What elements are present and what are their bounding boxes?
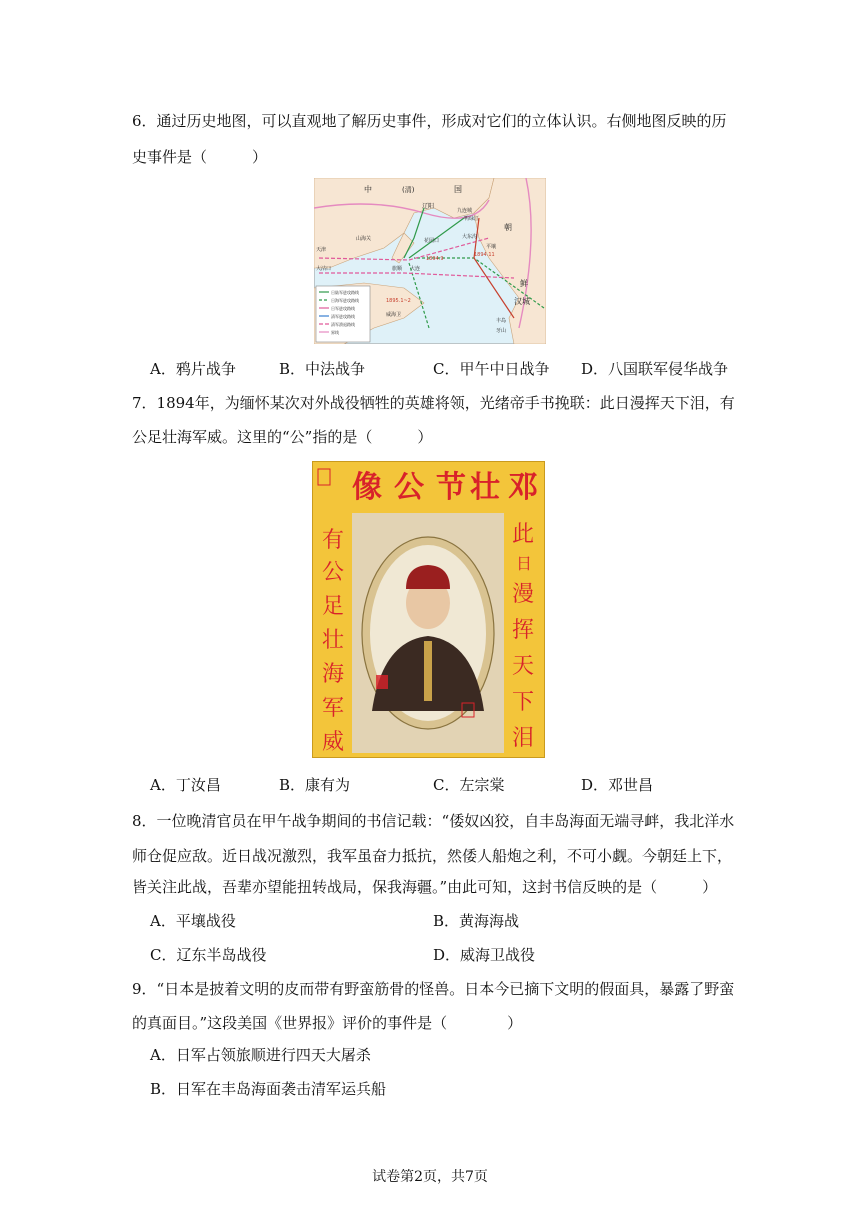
q6-option-d[interactable]: D．八国联军侵华战争: [581, 360, 729, 378]
svg-text:1894.9: 1894.9: [426, 256, 444, 262]
war-map-figure: [314, 178, 546, 344]
q7-option-b[interactable]: B．康有为: [279, 776, 351, 794]
svg-text:辽阳: 辽阳: [422, 203, 435, 210]
title-char: 节: [436, 470, 466, 505]
couplet-char: 壮: [322, 628, 345, 653]
couplet-char: 公: [322, 560, 345, 585]
title-char: 公: [394, 470, 424, 505]
couplet-char: 威: [322, 730, 345, 755]
svg-text:中: 中: [364, 185, 372, 194]
couplet-char: 下: [512, 690, 535, 715]
svg-text:清军进攻路线: 清军进攻路线: [331, 314, 355, 319]
q8-option-b[interactable]: B．黄海海战: [433, 912, 520, 930]
q8-option-a[interactable]: A．平壤战役: [150, 912, 236, 930]
couplet-char: 日: [516, 554, 533, 573]
svg-text:九连城: 九连城: [457, 208, 473, 214]
svg-text:花园口: 花园口: [424, 238, 440, 244]
couplet-char: 此: [512, 522, 535, 547]
q7-stem-line1: 7．1894年，为缅怀某次对外战役牺牲的英雄将领，光绪帝手书挽联：此日漫挥天下泪，有: [132, 394, 735, 412]
svg-text:1894.11: 1894.11: [474, 252, 495, 258]
q8-option-d[interactable]: D．威海卫战役: [433, 946, 536, 964]
couplet-char: 天: [512, 654, 535, 679]
svg-text:国: 国: [454, 185, 462, 194]
q8-stem-line2: 师仓促应敌。近日战况激烈，我军虽奋力抵抗，然倭人船炮之利，不可小觑。今朝廷上下，: [132, 847, 733, 865]
couplet-char: 有: [322, 528, 345, 553]
svg-text:大连: 大连: [410, 266, 421, 272]
q9-stem-line1: 9．“日本是披着文明的皮而带有野蛮筋骨的怪兽。日本今已摘下文明的假面具，暴露了野蛮: [132, 980, 735, 998]
couplet-char: 足: [322, 594, 345, 619]
svg-text:(清): (清): [402, 186, 415, 194]
q9-option-b[interactable]: B．日军在丰岛海面袭击清军运兵船: [150, 1080, 387, 1098]
svg-text:大沽口: 大沽口: [316, 266, 332, 272]
couplet-char: 挥: [512, 618, 535, 643]
svg-text:丰岛: 丰岛: [496, 318, 507, 324]
svg-text:天津: 天津: [316, 247, 327, 253]
svg-text:威海卫: 威海卫: [386, 312, 402, 318]
title-char: 壮: [470, 470, 500, 505]
q9-stem-line2: 的真面目。”这段美国《世界报》评价的事件是（ ）: [132, 1014, 523, 1032]
q6-option-a[interactable]: A．鸦片战争: [150, 360, 236, 378]
svg-text:1895.1~2: 1895.1~2: [386, 298, 411, 304]
svg-text:鸭绿江: 鸭绿江: [464, 216, 480, 222]
q7-option-d[interactable]: D．邓世昌: [581, 776, 654, 794]
svg-text:旅顺: 旅顺: [392, 266, 403, 272]
q7-option-c[interactable]: C．左宗棠: [433, 776, 505, 794]
couplet-char: 漫: [512, 582, 535, 607]
page-footer: 试卷第2页，共7页: [372, 1169, 488, 1185]
svg-text:朝: 朝: [504, 223, 512, 232]
portrait-title: [352, 470, 538, 505]
svg-text:界线: 界线: [331, 330, 339, 335]
svg-text:清军溃退路线: 清军溃退路线: [331, 322, 355, 327]
couplet-char: 军: [322, 696, 345, 721]
svg-text:汉城: 汉城: [514, 297, 530, 306]
svg-text:山海关: 山海关: [356, 236, 372, 242]
svg-text:日陆军进攻路线: 日陆军进攻路线: [331, 290, 359, 295]
svg-text:大东沟: 大东沟: [462, 234, 478, 240]
q7-stem-line2: 公足壮海军威。这里的“公”指的是（ ）: [132, 428, 433, 446]
svg-text:日军进攻路线: 日军进攻路线: [331, 306, 355, 311]
q8-stem-line1: 8．一位晚清官员在甲午战争期间的书信记载：“倭奴凶狡，自丰岛海面无端寻衅，我北洋水: [132, 812, 735, 830]
q6-stem-line2: 史事件是（ ）: [132, 148, 268, 166]
couplet-char: 海: [322, 662, 345, 687]
title-char: 邓: [508, 470, 538, 505]
svg-text:日海军进攻路线: 日海军进攻路线: [331, 298, 359, 303]
q9-option-a[interactable]: A．日军占领旅顺进行四天大屠杀: [150, 1046, 371, 1064]
q8-stem-line3: 皆关注此战，吾辈亦望能扭转战局，保我海疆。”由此可知，这封书信反映的是（ ）: [132, 878, 718, 896]
svg-text:平壤: 平壤: [486, 244, 497, 250]
q7-option-a[interactable]: A．丁汝昌: [150, 776, 221, 794]
q6-option-b[interactable]: B．中法战争: [279, 360, 366, 378]
portrait-couplet-figure: [312, 461, 545, 758]
title-char: 像: [352, 470, 382, 505]
svg-text:牙山: 牙山: [496, 328, 507, 334]
q6-stem-line1: 6．通过历史地图，可以直观地了解历史事件，形成对它们的立体认识。右侧地图反映的历: [132, 112, 727, 130]
couplet-char: 泪: [512, 726, 535, 751]
q6-option-c[interactable]: C．甲午中日战争: [433, 360, 550, 378]
q8-option-c[interactable]: C．辽东半岛战役: [150, 946, 267, 964]
left-couplet: [322, 528, 344, 755]
svg-text:鲜: 鲜: [520, 279, 528, 288]
